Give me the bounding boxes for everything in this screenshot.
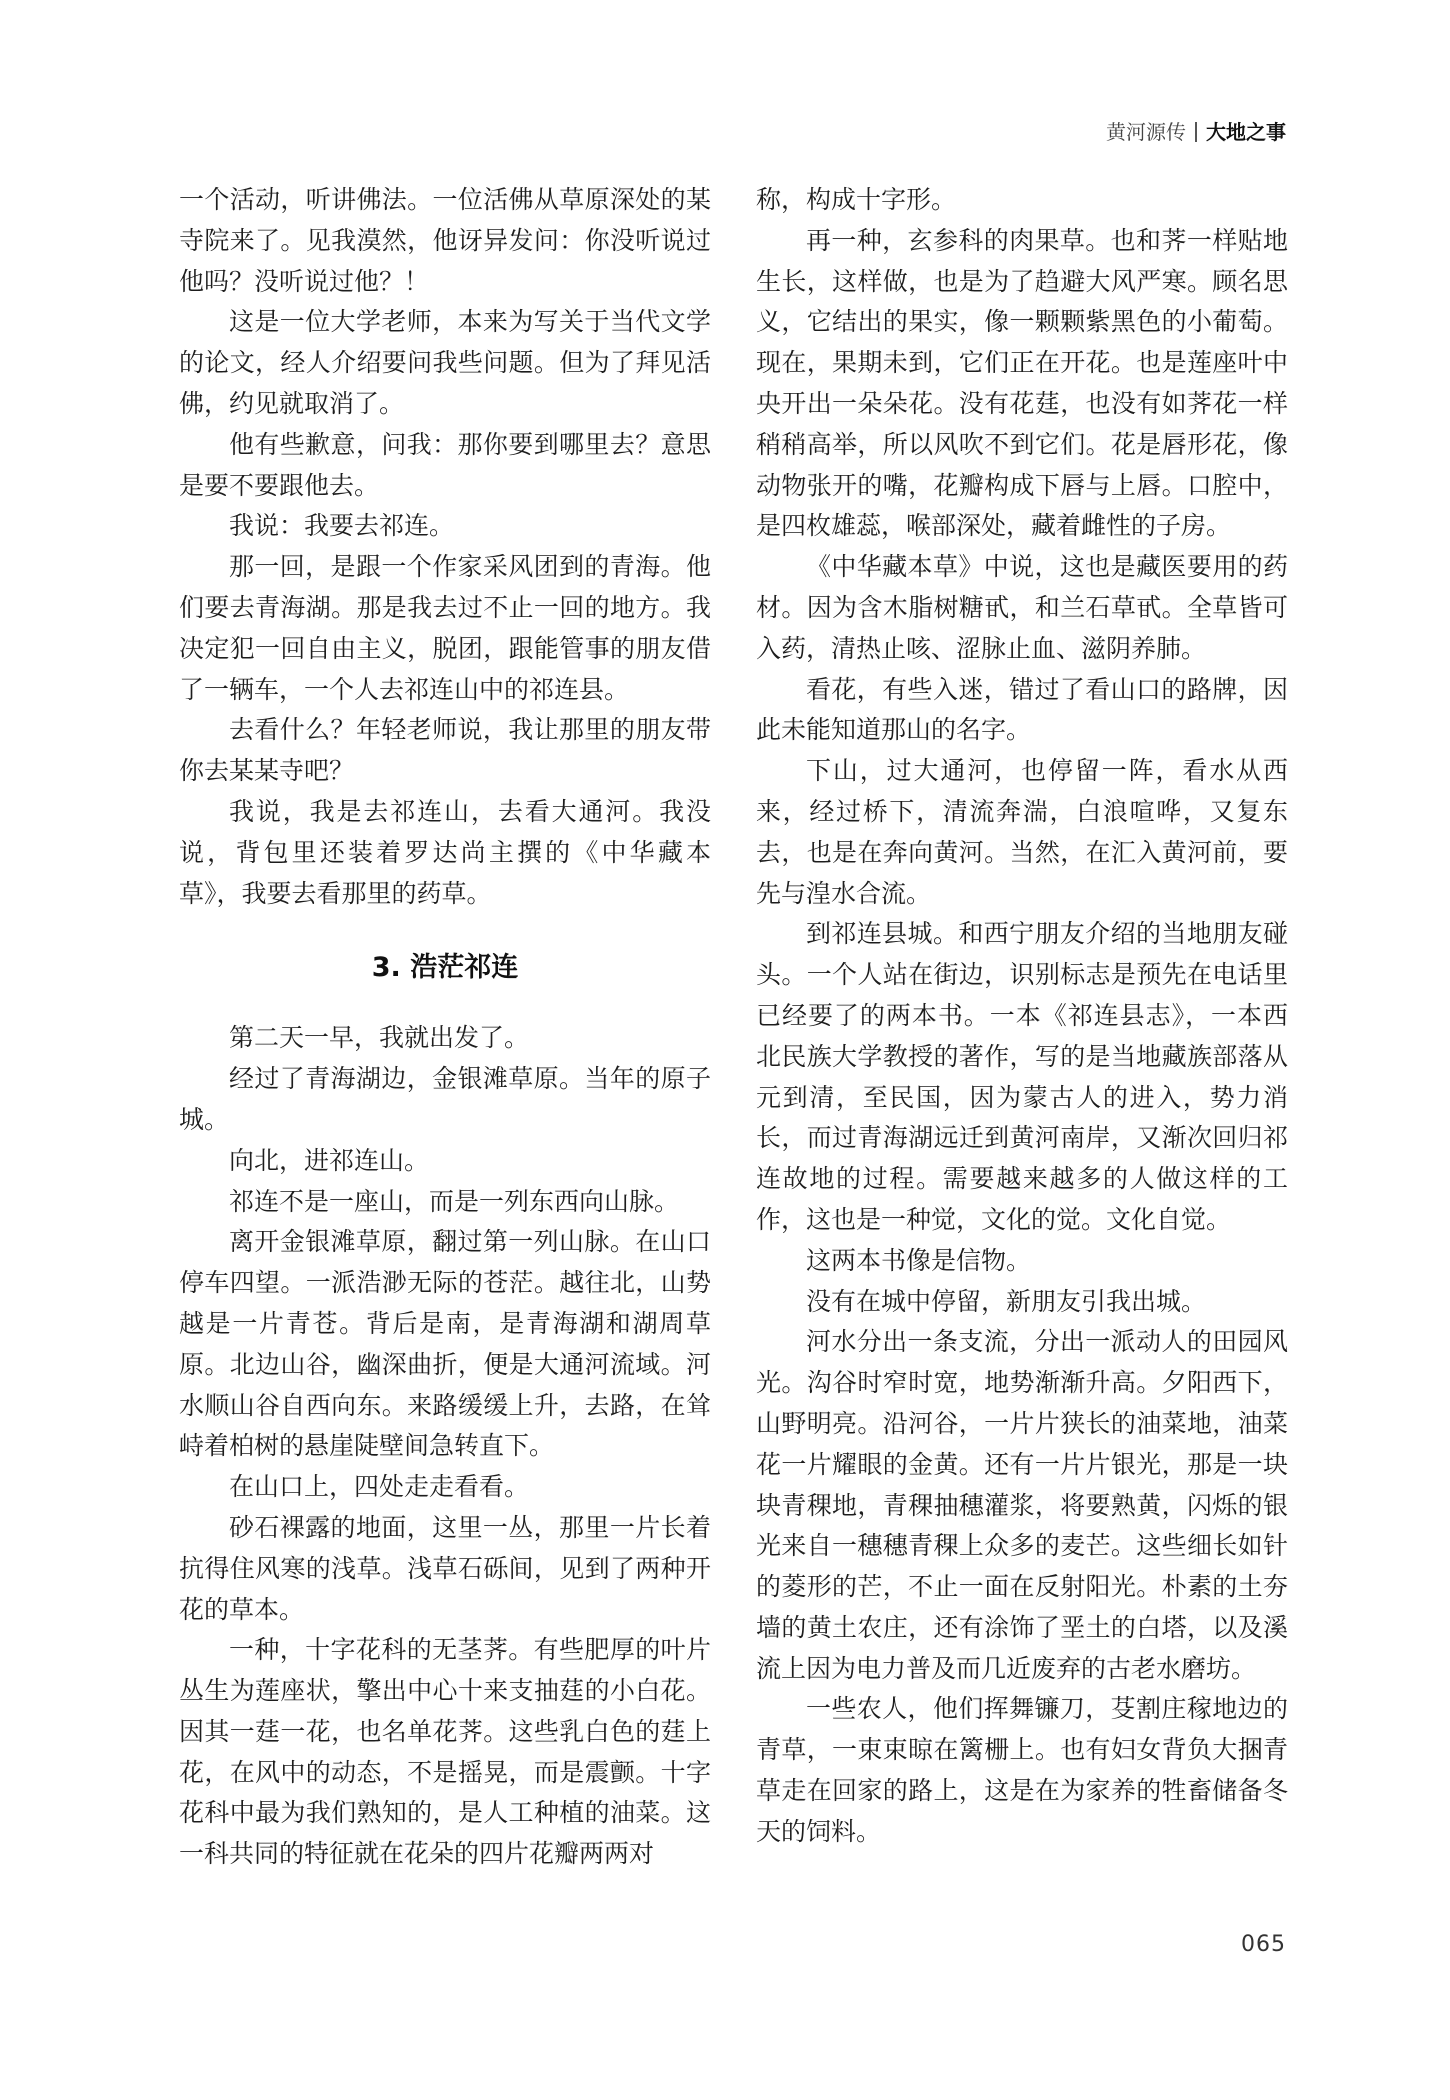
page-number: 065	[1241, 1932, 1286, 1957]
paragraph: 去看什么？年轻老师说，我让那里的朋友带你去某某寺吧？	[179, 715, 711, 786]
right-column	[756, 180, 1288, 1853]
paragraph: 在山口上，四处走走看看。	[229, 1472, 530, 1502]
paragraph: 经过了青海湖边，金银滩草原。当年的原子城。	[179, 1064, 711, 1134]
paragraph: 离开金银滩草原，翻过第一列山脉。在山口停车四望。一派浩渺无际的苍茫。越往北，山势越是一片青苍。背后是南，是青海湖和湖周草原。北边山谷，幽深曲折，便是大通河流域。河水顺山谷自西向东。来路缓缓上升，去路，在耸峙着柏树的悬崖陡壁间急转直下。	[179, 1227, 711, 1461]
paragraph: 这两本书像是信物。	[806, 1245, 1032, 1275]
paragraph: 向北，进祁连山。	[229, 1145, 430, 1175]
left-column	[179, 180, 711, 1875]
paragraph: 我说：我要去祁连。	[229, 511, 455, 541]
paragraph: 这是一位大学老师，本来为写关于当代文学的论文，经人介绍要问我些问题。但为了拜见活佛，约见就取消了。	[179, 307, 711, 418]
paragraph: 一些农人，他们挥舞镰刀，芟割庄稼地边的青草，一束束晾在篱栅上。也有妇女背负大捆青草走在回家的路上，这是在为家养的牲畜储备冬天的饲料。	[756, 1694, 1288, 1846]
paragraph: 称，构成十字形。	[756, 185, 957, 214]
paragraph: 《中华藏本草》中说，这也是藏医要用的药材。因为含木脂树糖甙，和兰石草甙。全草皆可入药，清热止咳、涩脉止血、滋阴养肺。	[756, 552, 1288, 663]
section-name: 大地之事	[1206, 120, 1286, 144]
paragraph: 一个活动，听讲佛法。一位活佛从草原深处的某寺院来了。见我漠然，他讶异发问：你没听说过他吗？没听说过他？！	[179, 185, 711, 296]
paragraph: 下山，过大通河，也停留一阵，看水从西来，经过桥下，清流奔湍，白浪喧哗，又复东去，也是在奔向黄河。当然，在汇入黄河前，要先与湟水合流。	[756, 756, 1288, 908]
paragraph: 我说，我是去祁连山，去看大通河。我没说，背包里还装着罗达尚主撰的《中华藏本草》，我要去看那里的药草。	[179, 796, 711, 908]
running-header	[1106, 117, 1286, 147]
paragraph: 一种，十字花科的无茎荠。有些肥厚的叶片丛生为莲座状，擎出中心十来支抽莛的小白花。因其一莛一花，也名单花荠。这些乳白色的莛上花，在风中的动态，不是摇晃，而是震颤。十字花科中最为我们熟知的，是人工种植的油菜。这一科共同的特征就在花朵的四片花瓣两两对	[179, 1635, 711, 1869]
paragraph: 再一种，玄参科的肉果草。也和荠一样贴地生长，这样做，也是为了趋避大风严寒。顾名思义，它结出的果实，像一颗颗紫黑色的小葡萄。现在，果期未到，它们正在开花。也是莲座叶中央开出一朵朵花。没有花莛，也没有如荠花一样稍稍高举，所以风吹不到它们。花是唇形花，像动物张开的嘴，花瓣构成下唇与上唇。口腔中，是四枚雄蕊，喉部深处，藏着雌性的子房。	[756, 225, 1288, 541]
paragraph: 他有些歉意，问我：那你要到哪里去？意思是要不要跟他去。	[179, 429, 711, 500]
paragraph: 砂石裸露的地面，这里一丛，那里一片长着抗得住风寒的浅草。浅草石砾间，见到了两种开花的草本。	[179, 1512, 711, 1624]
header-divider	[1195, 122, 1197, 142]
paragraph: 河水分出一条支流，分出一派动人的田园风光。沟谷时窄时宽，地势渐渐升高。夕阳西下，山野明亮。沿河谷，一片片狭长的油菜地，油菜花一片耀眼的金黄。还有一片片银光，那是一块块青稞地，青稞抽穗灌浆，将要熟黄，闪烁的银光来自一穗穗青稞上众多的麦芒。这些细长如针的菱形的芒，不止一面在反射阳光。朴素的土夯墙的黄土农庄，还有涂饰了垩土的白塔，以及溪流上因为电力普及而几近废弃的古老水磨坊。	[756, 1327, 1288, 1683]
paragraph: 那一回，是跟一个作家采风团到的青海。他们要去青海湖。那是我去过不止一回的地方。我决定犯一回自由主义，脱团，跟能管事的朋友借了一辆车，一个人去祁连山中的祁连县。	[179, 552, 711, 704]
magazine-name: 黄河源传	[1106, 120, 1186, 144]
paragraph: 到祁连县城。和西宁朋友介绍的当地朋友碰头。一个人站在街边，识别标志是预先在电话里已经要了的两本书。一本《祁连县志》，一本西北民族大学教授的著作，写的是当地藏族部落从元到清，至民国，因为蒙古人的进入，势力消长，而过青海湖远迁到黄河南岸，又渐次回归祁连故地的过程。需要越来越多的人做这样的工作，这也是一种觉，文化的觉。文化自觉。	[756, 919, 1288, 1234]
paragraph: 第二天一早，我就出发了。	[229, 1023, 530, 1053]
paragraph: 没有在城中停留，新朋友引我出城。	[806, 1286, 1207, 1316]
paragraph: 祁连不是一座山，而是一列东西向山脉。	[229, 1186, 680, 1216]
paragraph: 看花，有些入迷，错过了看山口的路牌，因此未能知道那山的名字。	[756, 674, 1288, 745]
section-heading: 3. 浩茫祁连	[371, 952, 519, 984]
